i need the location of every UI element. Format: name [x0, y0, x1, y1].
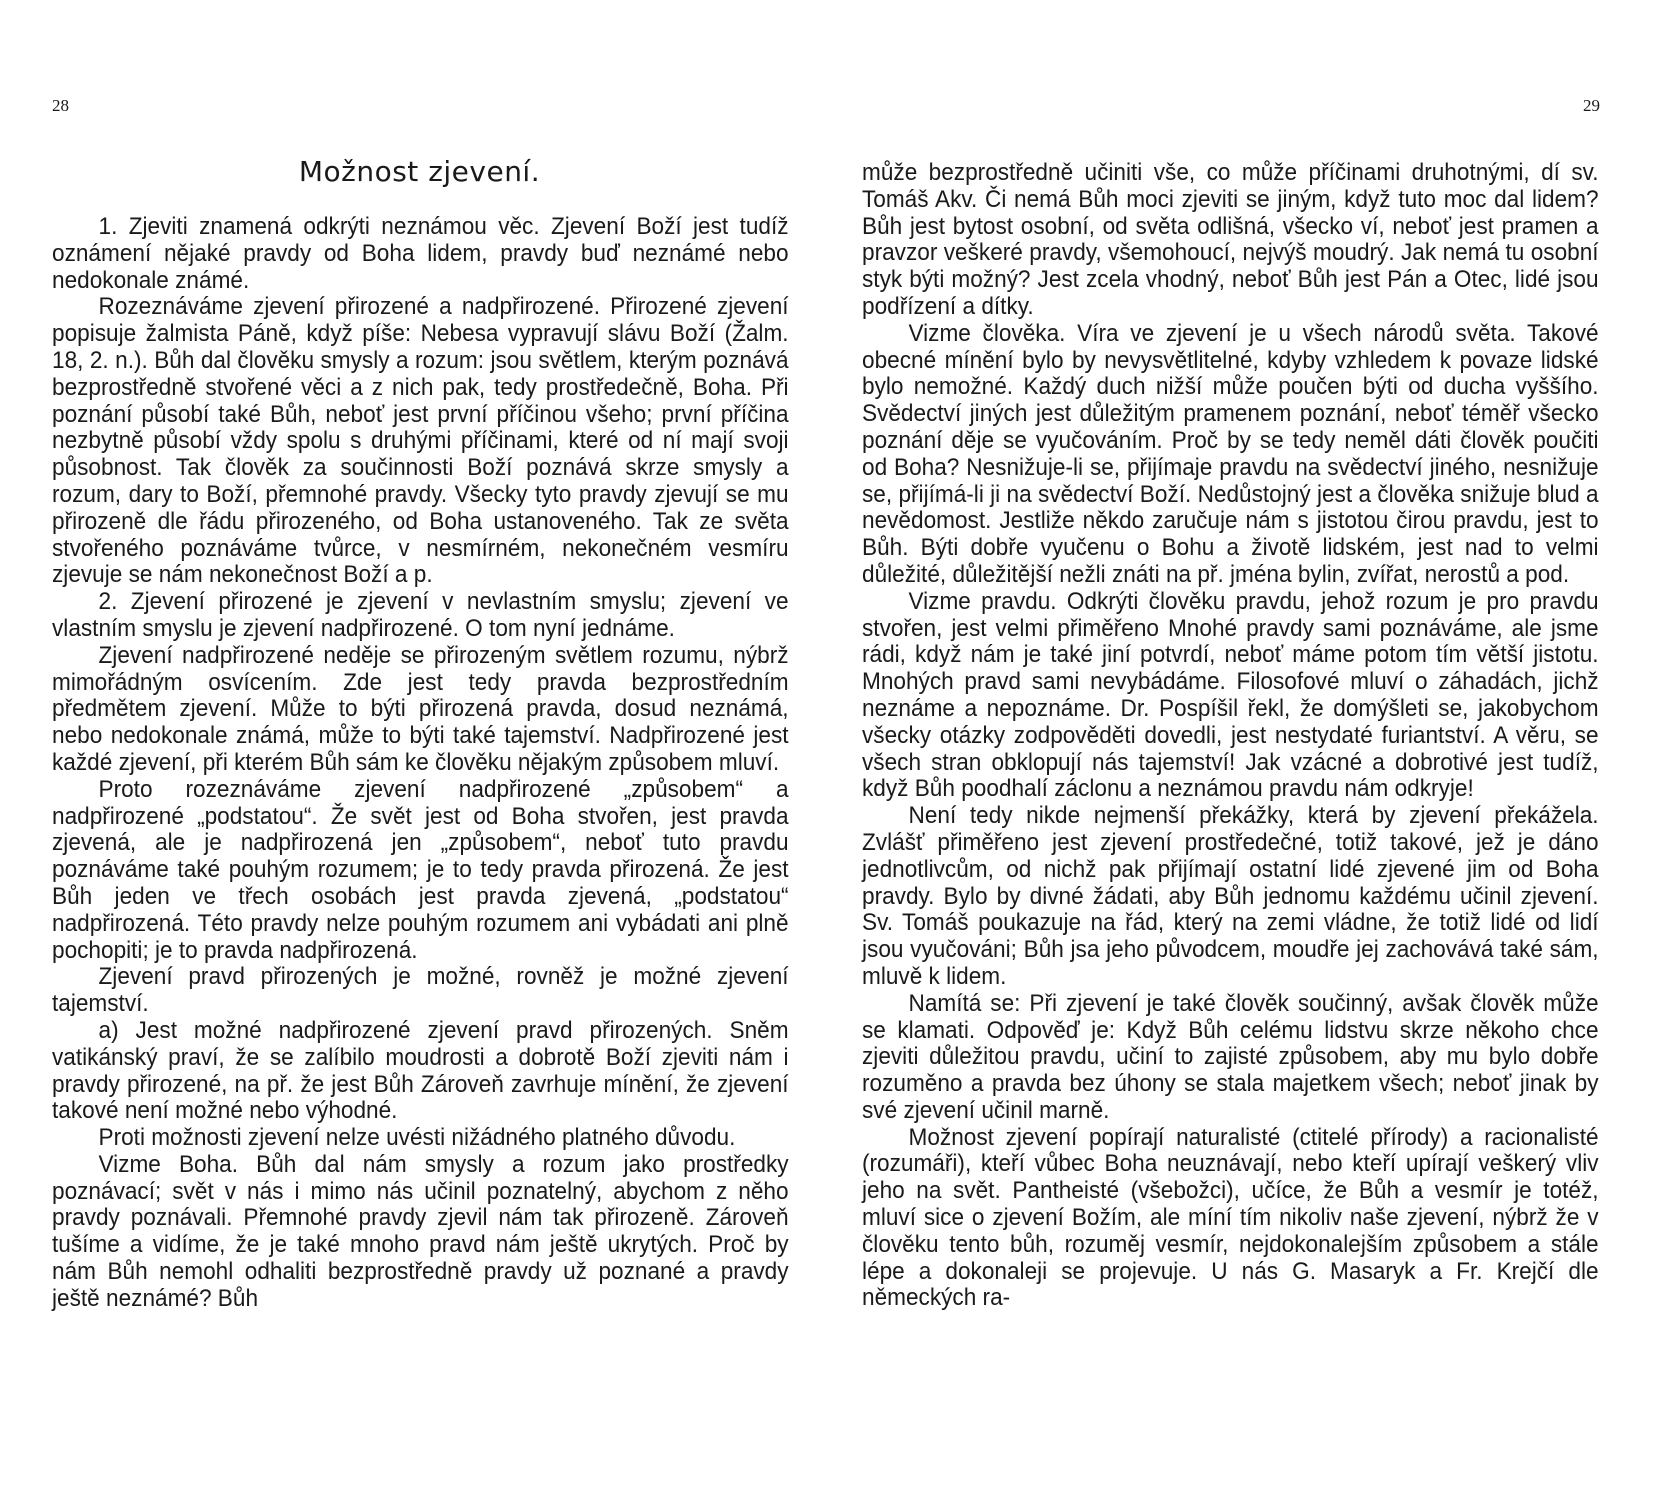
paragraph: Rozeznáváme zjevení přirozené a nadpřirozené. Přirozené zjevení popisuje žalmista Páně, když píše: Nebesa vypravují slávu Boží (Žalm. 18, 2. n.). Bůh dal člověku smysly a rozum: jsou světlem, kterým poznává bezprostředně stvořené věci a z nich pak, tedy prostředečně, Boha. Při poznání působí také Bůh, neboť jest první příčinou všeho; první příčina nezbytně působí vždy spolu s druhými příčinami, které od ní mají svoji působnost. Tak člověk za součinnosti Boží poznává skrze smysly a rozum, dary to Boží, přemnohé pravdy. Všecky tyto pravdy zjevují se mu přirozeně dle řádu přirozeného, od Boha ustanoveného. Tak ze světa stvořeného poznáváme tvůrce, v nesmírném, nekonečném vesmíru zjevuje se nám nekonečnost Boží a p.: [52, 293, 789, 589]
paragraph: Zjevení pravd přirozených je možné, rovněž je možné zjevení tajemství.: [52, 963, 789, 1018]
paragraph: může bezprostředně učiniti vše, co může příčinami druhotnými, dí sv. Tomáš Akv. Či nemá Bůh moci zjeviti se jiným, když tuto moc dal lidem? Bůh jest bytost osobní, od světa odlišná, všecko ví, neboť jest pramen a pravzor veškeré pravdy, všemohoucí, nejvýš moudrý. Jak nemá tu osobní styk býti možný? Jest zcela vhodný, neboť Bůh jest Pán a Otec, lidé jsou podřízení a dítky.: [862, 159, 1599, 320]
paragraph: Vizme Boha. Bůh dal nám smysly a rozum jako prostředky poznávací; svět v nás i mimo nás učinil poznatelný, abychom z něho pravdy poznávali. Přemnohé pravdy zjevil nám tak přirozeně. Zároveň tušíme a vidíme, že je také mnoho pravd nám ještě ukrytých. Proč by nám Bůh nemohl odhaliti bezprostředně pravdy už poznané a pravdy ještě neznámé? Bůh: [52, 1150, 789, 1312]
paragraph: Vizme pravdu. Odkrýti člověku pravdu, jehož rozum je pro pravdu stvořen, jest velmi přiměřeno Mnohé pravdy sami poznáváme, ale jsme rádi, když nám je také jiní potvrdí, neboť máme potom tím větší jistotu. Mnohých pravd sami nevybádáme. Filosofové mluví o záhadách, jichž neznáme a nepoznáme. Dr. Pospíšil řekl, že domýšleti se, jakobychom všecky otázky zodpověděti dovedli, jest nestydaté furiantství. A věru, se všech stran obklopují nás tajemství! Jak vzácné a dobrotivé jest tudíž, když Bůh poodhalí záclonu a neznámou pravdu nám odkryje!: [862, 587, 1599, 803]
page-number-left: 28: [52, 96, 69, 115]
paragraph: Možnost zjevení popírají naturalisté (ctitelé přírody) a racionalisté (rozumáři), kteří vůbec Boha neuznávají, nebo kteří upírají veškerý vliv jeho na svět. Pantheisté (všebožci), učíce, že Bůh a vesmír je totéž, mluví sice o zjevení Božím, ale míní tím nikoliv naše zjevení, nýbrž že v člověku tento bůh, rozuměj vesmír, nejdokonalejším způsobem a stále lépe a dokonaleji se projevuje. U nás G. Masaryk a Fr. Krejčí dle německých ra-: [862, 1123, 1599, 1312]
paragraph: Proto rozeznáváme zjevení nadpřirozené „způsobem“ a nadpřirozené „podstatou“. Že svět jest od Boha stvořen, jest pravda zjevená, ale je nadpřirozená jen „způsobem“, neboť tuto pravdu poznáváme také pouhým rozumem; je to tedy pravda přirozená. Že jest Bůh jeden ve třech osobách jest pravda zjevená, „podstatou“ nadpřirozená. Této pravdy nelze pouhým rozumem ani vybádati ani plně pochopiti; je to pravda nadpřirozená.: [52, 775, 789, 964]
right-page: [836, 0, 1672, 1500]
paragraph: Zjevení nadpřirozené neděje se přirozeným světlem rozumu, nýbrž mimořádným osvícením. Zde jest tedy pravda bezprostředním předmětem zjevení. Může to býti přirozená pravda, dosud neznámá, nebo nedokonale známá, může to býti také tajemství. Nadpřirozené jest každé zjevení, při kterém Bůh sám ke člověku nějakým způsobem mluví.: [52, 641, 789, 776]
paragraph: Proti možnosti zjevení nelze uvésti nižádného platného důvodu.: [98, 1124, 736, 1152]
paragraph: Namítá se: Při zjevení je také člověk součinný, avšak člověk může se klamati. Odpověď je: Když Bůh celému lidstvu skrze někoho chce zjeviti důležitou pravdu, učiní to zajisté způsobem, aby mu bylo dobře rozuměno a pravda bez úhony se stala majetkem všech; neboť jinak by své zjevení učinil marně.: [862, 989, 1599, 1124]
left-text-column: [52, 214, 789, 1313]
paragraph: a) Jest možné nadpřirozené zjevení pravd přirozených. Sněm vatikánský praví, že se zalíbilo moudrosti a dobrotě Boží zjeviti nám i pravdy přirozené, na př. že jest Bůh Zároveň zavrhuje mínění, že zjevení takové není možné nebo výhodné.: [52, 1016, 789, 1125]
paragraph: 2. Zjevení přirozené je zjevení v nevlastním smyslu; zjevení ve vlastním smyslu je zjevení nadpřirozené. O tom nyní jednáme.: [52, 588, 789, 642]
paragraph: 1. Zjeviti znamená odkrýti neznámou věc. Zjevení Boží jest tudíž oznámení nějaké pravdy od Boha lidem, pravdy buď neznámé nebo nedokonale známé.: [52, 213, 789, 294]
paragraph: Vizme člověka. Víra ve zjevení je u všech národů světa. Takové obecné mínění bylo by nevysvětlitelné, kdyby vzhledem k povaze lidské bylo nemožné. Každý duch nižší může poučen býti od ducha vyššího. Svědectví jiných jest důležitým pramenem poznání, neboť téměř všecko poznání děje se vyučováním. Proč by se tedy neměl dáti člověk poučiti od Boha? Nesnižuje-li se, přijímaje pravdu na svědectví jiného, nesnižuje se, přijímá-li ji na svědectví Boží. Nedůstojný jest a člověka snižuje blud a nevědomost. Jestliže někdo zaručuje nám s jistotou čirou pravdu, jest to Bůh. Býti dobře vyučenu o Bohu a životě lidském, jest nad to velmi důležité, důležitější nežli znáti na př. jména bylin, zvířat, nerostů a pod.: [862, 319, 1599, 588]
page-number-right: 29: [1583, 96, 1600, 115]
paragraph: Není tedy nikde nejmenší překážky, která by zjevení překážela. Zvlášť přiměřeno jest zjevení prostředečné, totiž takové, jež je dáno jednotlivcům, od nichž pak přijímají ostatní lidé zjevené jim od Boha pravdy. Bylo by divné žádati, aby Bůh jednomu každému učinil zjevení. Sv. Tomáš poukazuje na řád, který na zemi vládne, že totiž lidé od lidí jsou vyučováni; Bůh jsa jeho původcem, moudře jej zachovává také sám, mluvě k lidem.: [862, 802, 1599, 990]
right-text-column: [862, 160, 1599, 1312]
chapter-title: Možnost zjevení.: [298, 155, 541, 188]
